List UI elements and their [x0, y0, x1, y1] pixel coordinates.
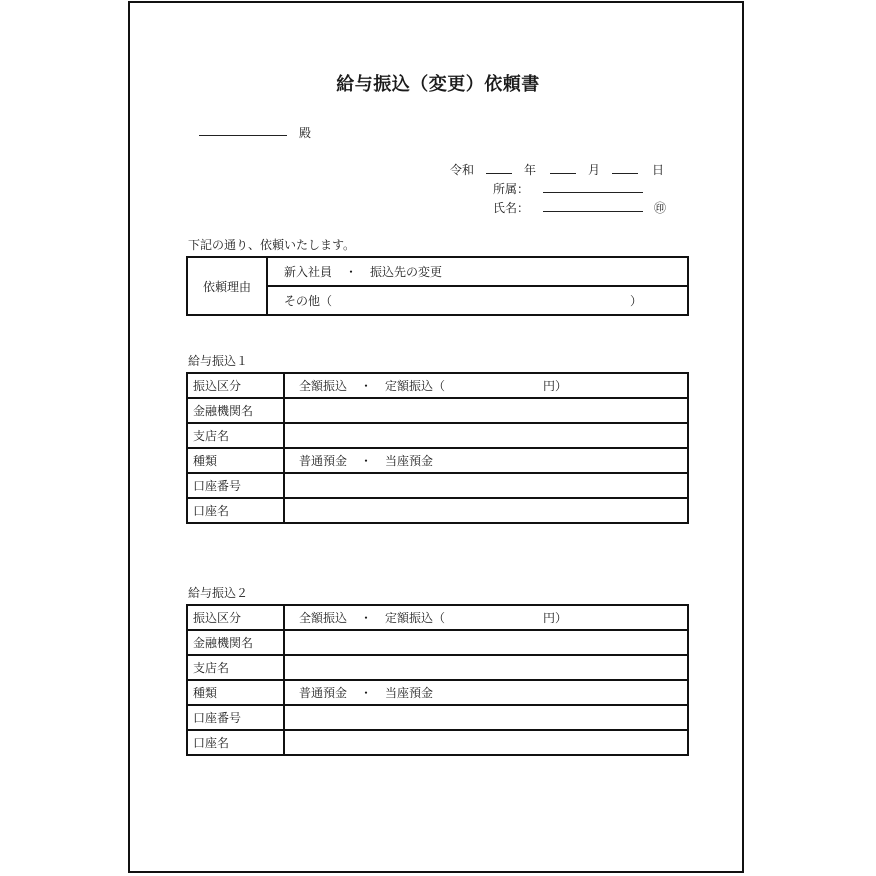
separator: ・ [360, 454, 373, 468]
table-row [187, 630, 688, 655]
bank-field[interactable] [284, 630, 688, 655]
separator: ・ [360, 379, 373, 393]
category-options[interactable] [284, 605, 688, 630]
transfer1-table [186, 372, 689, 524]
category-yen: 円） [543, 379, 568, 393]
table-row [187, 473, 688, 498]
category-yen: 円） [543, 611, 568, 625]
account-holder-label: 口座名 [187, 498, 284, 523]
account-holder-label: 口座名 [187, 730, 284, 755]
table-row [187, 398, 688, 423]
category-label: 振込区分 [187, 373, 284, 398]
table-row [187, 680, 688, 705]
affiliation-label: 所属： [493, 182, 530, 196]
category-options[interactable] [284, 373, 688, 398]
table-row [187, 423, 688, 448]
bank-field[interactable] [284, 398, 688, 423]
date-day-label: 日 [652, 163, 665, 177]
separator: ・ [360, 611, 373, 625]
month-field[interactable] [550, 173, 576, 174]
category-full[interactable]: 全額振込 [299, 379, 348, 393]
intro-text: 下記の通り、依頼いたします。 [188, 238, 356, 252]
seal-mark: ㊞ [654, 201, 667, 215]
reason-label: 依頼理由 [187, 257, 267, 315]
type-ordinary[interactable]: 普通預金 [299, 454, 348, 468]
reason-table [186, 256, 689, 316]
category-full[interactable]: 全額振込 [299, 611, 348, 625]
transfer2-heading: 給与振込２ [188, 586, 249, 600]
bank-label: 金融機関名 [187, 630, 284, 655]
category-label: 振込区分 [187, 605, 284, 630]
reason-options[interactable] [267, 257, 688, 286]
table-row [187, 705, 688, 730]
type-label: 種類 [187, 448, 284, 473]
branch-label: 支店名 [187, 655, 284, 680]
account-number-label: 口座番号 [187, 705, 284, 730]
account-holder-field[interactable] [284, 730, 688, 755]
table-row [187, 655, 688, 680]
type-options[interactable] [284, 680, 688, 705]
category-fixed[interactable]: 定額振込（ [385, 379, 446, 393]
reason-new-employee[interactable]: 新入社員 [284, 265, 333, 279]
name-label: 氏名： [493, 201, 530, 215]
name-field[interactable] [543, 211, 643, 212]
addressee-field[interactable] [199, 135, 287, 136]
date-era: 令和 [450, 163, 475, 177]
account-number-field[interactable] [284, 705, 688, 730]
branch-field[interactable] [284, 655, 688, 680]
branch-field[interactable] [284, 423, 688, 448]
type-options[interactable] [284, 448, 688, 473]
category-fixed[interactable]: 定額振込（ [385, 611, 446, 625]
bank-label: 金融機関名 [187, 398, 284, 423]
type-label: 種類 [187, 680, 284, 705]
table-row [187, 605, 688, 630]
transfer1-heading: 給与振込１ [188, 354, 249, 368]
affiliation-field[interactable] [543, 192, 643, 193]
reason-other-close: ） [630, 294, 643, 308]
addressee-suffix: 殿 [299, 126, 312, 140]
year-field[interactable] [486, 173, 512, 174]
type-ordinary[interactable]: 普通預金 [299, 686, 348, 700]
account-number-field[interactable] [284, 473, 688, 498]
transfer2-table [186, 604, 689, 756]
document-title: 給与振込（変更）依頼書 [336, 74, 540, 95]
reason-other-open: その他（ [284, 294, 333, 308]
separator: ・ [360, 686, 373, 700]
table-row [187, 498, 688, 523]
date-month-label: 月 [588, 163, 601, 177]
table-row [187, 730, 688, 755]
account-holder-field[interactable] [284, 498, 688, 523]
account-number-label: 口座番号 [187, 473, 284, 498]
separator: ・ [345, 265, 358, 279]
type-current[interactable]: 当座預金 [385, 686, 434, 700]
type-current[interactable]: 当座預金 [385, 454, 434, 468]
date-year-label: 年 [524, 163, 537, 177]
day-field[interactable] [612, 173, 638, 174]
reason-other-row[interactable] [267, 286, 688, 315]
branch-label: 支店名 [187, 423, 284, 448]
table-row [187, 373, 688, 398]
table-row [187, 448, 688, 473]
reason-change-account[interactable]: 振込先の変更 [370, 265, 443, 279]
